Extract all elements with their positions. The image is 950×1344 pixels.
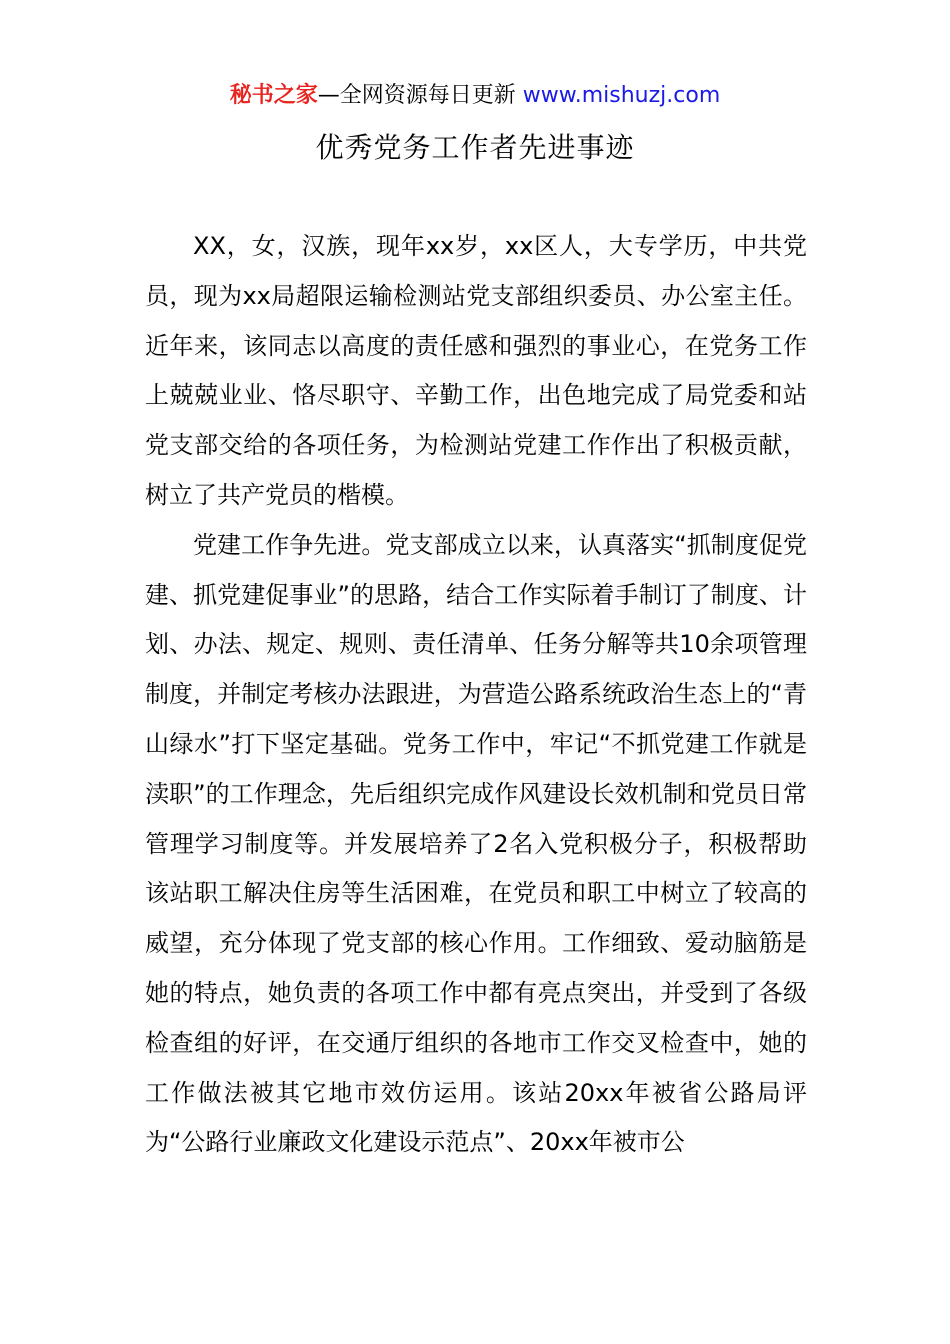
site-url-link[interactable]: www.mishuzj.com [522,83,721,108]
paragraph-intro: XX，女，汉族，现年xx岁，xx区人，大专学历，中共党员，现为xx局超限运输检测站党支部组织委员、办公室主任。近年来，该同志以高度的责任感和强烈的事业心，在党务工作上兢兢业业、恪尽职守、辛勤工作，出色地完成了局党委和站党支部交给的各项任务，为检测站党建工作作出了积极贡献，树立了共产党员的楷模。 [145,232,807,509]
header-tagline: —全网资源每日更新 [317,83,523,108]
site-header [0,80,950,112]
document-title: 优秀党务工作者先进事迹 [315,131,635,164]
paragraph-party-building: 党建工作争先进。党支部成立以来，认真落实“抓制度促党建、抓党建促事业”的思路，结合工作实际着手制订了制度、计划、办法、规定、规则、责任清单、任务分解等共10余项管理制度，并制定考核办法跟进，为营造公路系统政治生态上的“青山绿水”打下坚定基础。党务工作中，牢记“不抓党建工作就是渎职”的工作理念，先后组织完成作风建设长效机制和党员日常管理学习制度等。并发展培养了2名入党积极分子，积极帮助该站职工解决住房等生活困难，在党员和职工中树立了较高的威望，充分体现了党支部的核心作用。工作细致、爱动脑筋是她的特点，她负责的各项工作中都有亮点突出，并受到了各级检查组的好评，在交通厅组织的各地市工作交叉检查中，她的工作做法被其它地市效仿运用。该站20xx年被省公路局评为“公路行业廉政文化建设示范点”、20xx年被市公 [145,530,807,1157]
brand-name: 秘书之家 [229,83,318,108]
document-body [145,222,807,1168]
